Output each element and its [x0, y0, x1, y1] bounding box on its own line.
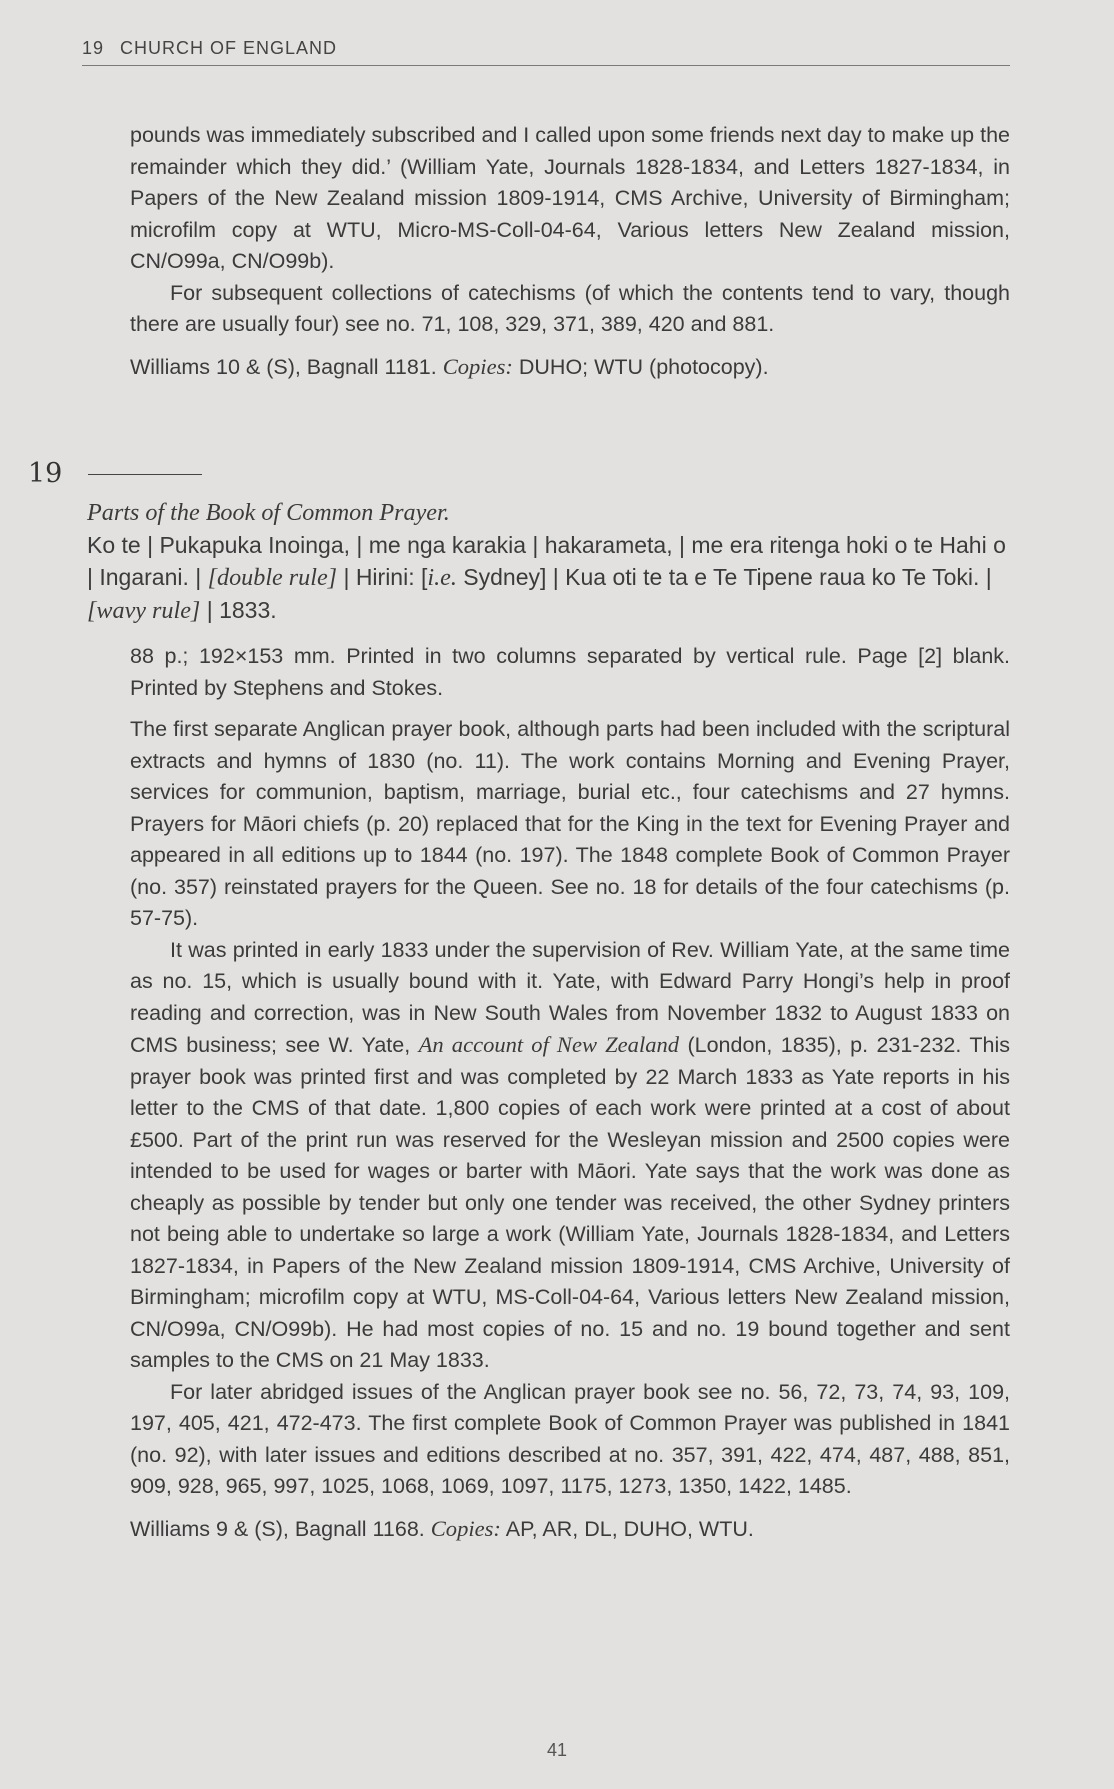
physical-description: 88 p.; 192×153 mm. Printed in two columns separated by vertical rule. Page [2] blank. Printed by Stephens and Stokes.	[130, 644, 1010, 700]
running-head-number: 19	[82, 38, 105, 58]
copies-label: Copies:	[442, 353, 513, 379]
note-text: It was printed in early 1833 under the supervision of Rev. William Yate, at the same time as no. 15, which is usually bound with it. Yate, with Edward Parry Hongi’s help in proof reading and correction, was in New South Wales from November 1832 to August 1833 on CMS business; see W. Yate,	[130, 937, 1010, 1057]
entry-note-paragraph: For later abridged issues of the Anglican prayer book see no. 56, 72, 73, 74, 93, 109, 197, 405, 421, 472-473. The first complete Book of Common Prayer was published in 1841 (no. 92), with later issues and editions described at no. 357, 391, 422, 474, 487, 488, 851, 909, 928, 965, 997, 1025, 1068, 1069, 1097, 1175, 1273, 1350, 1422, 1485.	[130, 1379, 1010, 1498]
copies-value: DUHO; WTU (photocopy).	[518, 354, 769, 379]
entry-note-paragraph: The first separate Anglican prayer book, although parts had been included with the scriptural extracts and hymns of 1830 (no. 11). The work contains Morning and Evening Prayer, services for communion, baptism, marriage, burial etc., four catechisms and 27 hymns. Prayers for Māori chiefs (p. 20) replaced that for the King in the text for Evening Prayer and appeared in all editions up to 1844 (no. 197). The 1848 complete Book of Common Prayer (no. 357) reinstated prayers for the Queen. See no. 18 for details of the four catechisms (p. 57-75).	[130, 717, 1010, 930]
note-text: (London, 1835), p. 231-232. This prayer book was printed first and was completed by 22 March 1833 as Yate reports in his letter to the CMS of that date. 1,800 copies of each work were printed at a cost of about £500. Part of the print run was reserved for the Wesleyan mission and 2500 copies were intended to be used for wages or barter with Māori. Yate says that the work was done as cheaply as possible by tender but only one tender was received, the other Sydney printers not being able to undertake so large a work (William Yate, Journals 1828-1834, and Letters 1827-1834, in Papers of the New Zealand mission 1809-1914, CMS Archive, University of Birmingham; microfilm copy at WTU, MS-Coll-04-64, Various letters New Zealand mission, CN/O99a, CN/O99b). He had most copies of no. 15 and no. 19 bound together and sent samples to the CMS on 21 May 1833.	[130, 1033, 1010, 1372]
transcription-note: [double rule]	[207, 564, 338, 591]
entry-body	[130, 641, 1010, 1545]
transcription-part: Sydney] | Kua oti te ta e Te Tipene raua ko Te Toki. |	[456, 564, 992, 590]
prev-entry-references	[130, 351, 1010, 384]
cited-work-title: An account of New Zealand	[418, 1032, 680, 1057]
entry-title-text: Parts of the Book of Common Prayer.	[87, 499, 450, 526]
previous-entry-continuation	[130, 120, 1010, 383]
entry-transcription	[87, 529, 1012, 627]
transcription-part: | Hirini: [	[337, 564, 428, 590]
entry-author-rule	[88, 474, 202, 475]
references-text: Williams 10 & (S), Bagnall 1181.	[130, 354, 437, 379]
entry-note-paragraph	[130, 935, 1010, 1377]
running-head	[82, 38, 1010, 66]
page-number: 41	[546, 1740, 568, 1760]
transcription-note: [wavy rule]	[87, 597, 201, 624]
transcription-part: Ko te | Pukapuka Inoinga, | me nga karakia | hakarameta, | me era ritenga hoki o te Hahi o | Ingarani. |	[87, 532, 1006, 590]
entry-title-block	[87, 496, 1012, 627]
running-head-title: CHURCH OF ENGLAND	[120, 38, 338, 58]
copies-label: Copies:	[430, 1515, 501, 1541]
prev-entry-paragraph-see-also: For subsequent collections of catechisms (of which the contents tend to vary, though there are usually four) see no. 71, 108, 329, 371, 389, 420 and 881.	[130, 280, 1010, 336]
prev-entry-paragraph: pounds was immediately subscribed and I called upon some friends next day to make up the remainder which they did.’ (William Yate, Journals 1828-1834, and Letters 1827-1834, in Papers of the New Zealand mission 1809-1914, CMS Archive, University of Birmingham; microfilm copy at WTU, Micro-MS-Coll-04-64, Various letters New Zealand mission, CN/O99a, CN/O99b).	[130, 123, 1010, 273]
transcription-part: | 1833.	[200, 597, 277, 623]
transcription-note: i.e.	[427, 564, 457, 591]
entry-number: 19	[28, 458, 63, 489]
entry-references	[130, 1513, 1010, 1546]
references-text: Williams 9 & (S), Bagnall 1168.	[130, 1516, 425, 1541]
entry-title	[87, 496, 1012, 529]
copies-value: AP, AR, DL, DUHO, WTU.	[505, 1516, 754, 1541]
